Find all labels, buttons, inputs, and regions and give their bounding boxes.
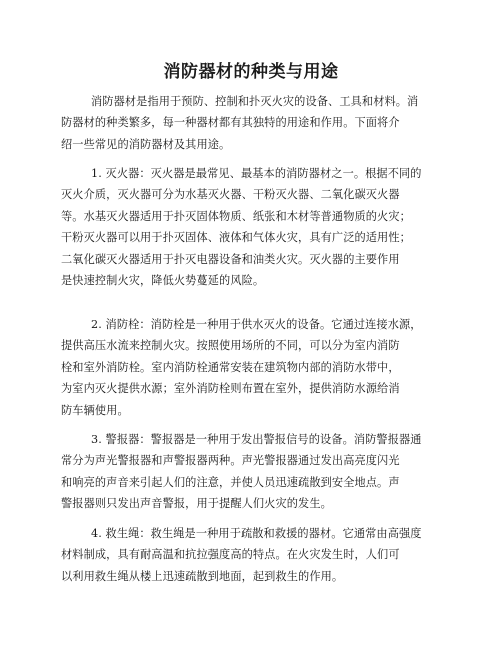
paragraph-line: 3. 警报器：警报器是一种用于发出警报信号的设备。消防警报器通: [91, 433, 422, 446]
paragraph-line: 和响亮的声音来引起人们的注意，并使人员迅速疏散到安全地点。声: [61, 475, 400, 489]
paragraph-line: 干粉灭火器可以用于扑灭固体、液体和气体火灾，具有广泛的适用性；: [61, 231, 411, 245]
document-title: 消防器材的种类与用途: [163, 62, 339, 82]
paragraph-line: 提供高压水流来控制火灾。按照使用场所的不同，可以分为室内消防: [61, 339, 400, 353]
paragraph-line: 绍一些常见的消防器材及其用途。: [61, 137, 231, 151]
paragraph-line: 为室内灭火提供水源；室外消防栓则布置在室外，提供消防水源给消: [61, 382, 400, 396]
paragraph-line: 消防器材是指用于预防、控制和扑灭火灾的设备、工具和材料。消: [91, 95, 419, 108]
paragraph-intro: [61, 91, 451, 155]
paragraph-rescue-rope: [61, 523, 451, 587]
paragraph-line: 是快速控制火灾，降低火势蔓延的风险。: [61, 274, 265, 288]
paragraph-line: 警报器则只发出声音警报，用于提醒人们火灾的发生。: [61, 497, 332, 511]
paragraph-line: 等。水基灭火器适用于扑灭固体物质、纸张和木材等普通物质的火灾；: [61, 209, 411, 223]
paragraph-line: 二氧化碳灭火器适用于扑灭电器设备和油类火灾。灭火器的主要作用: [61, 252, 400, 266]
paragraph-line: 材料制成，具有耐高温和抗拉强度高的特点。在火灾发生时，人们可: [61, 548, 400, 562]
paragraph-line: 栓和室外消防栓。室内消防栓通常安装在建筑物内部的消防水带中，: [61, 360, 400, 374]
paragraph-line: 以利用救生绳从楼上迅速疏散到地面，起到救生的作用。: [61, 569, 344, 583]
paragraph-line: 1. 灭火器：灭火器是最常见、最基本的消防器材之一。根据不同的: [91, 167, 422, 180]
paragraph-fire-hydrant: [61, 314, 451, 421]
paragraph-line: 2. 消防栓：消防栓是一种用于供水灭火的设备。它通过连接水源，: [91, 318, 422, 331]
paragraph-line: 灭火介质，灭火器可分为水基灭火器、干粉灭火器、二氧化碳灭火器: [61, 188, 400, 202]
paragraph-line: 常分为声光警报器和声警报器两种。声光警报器通过发出高亮度闪光: [61, 454, 400, 468]
paragraph-line: 防器材的种类繁多，每一种器材都有其独特的用途和作用。下面将介: [61, 116, 400, 130]
paragraph-line: 4. 救生绳：救生绳是一种用于疏散和救援的器材。它通常由高强度: [91, 527, 422, 540]
paragraph-line: 防车辆使用。: [61, 403, 129, 417]
paragraph-alarm: [61, 429, 451, 515]
paragraph-fire-extinguisher: [61, 163, 451, 291]
